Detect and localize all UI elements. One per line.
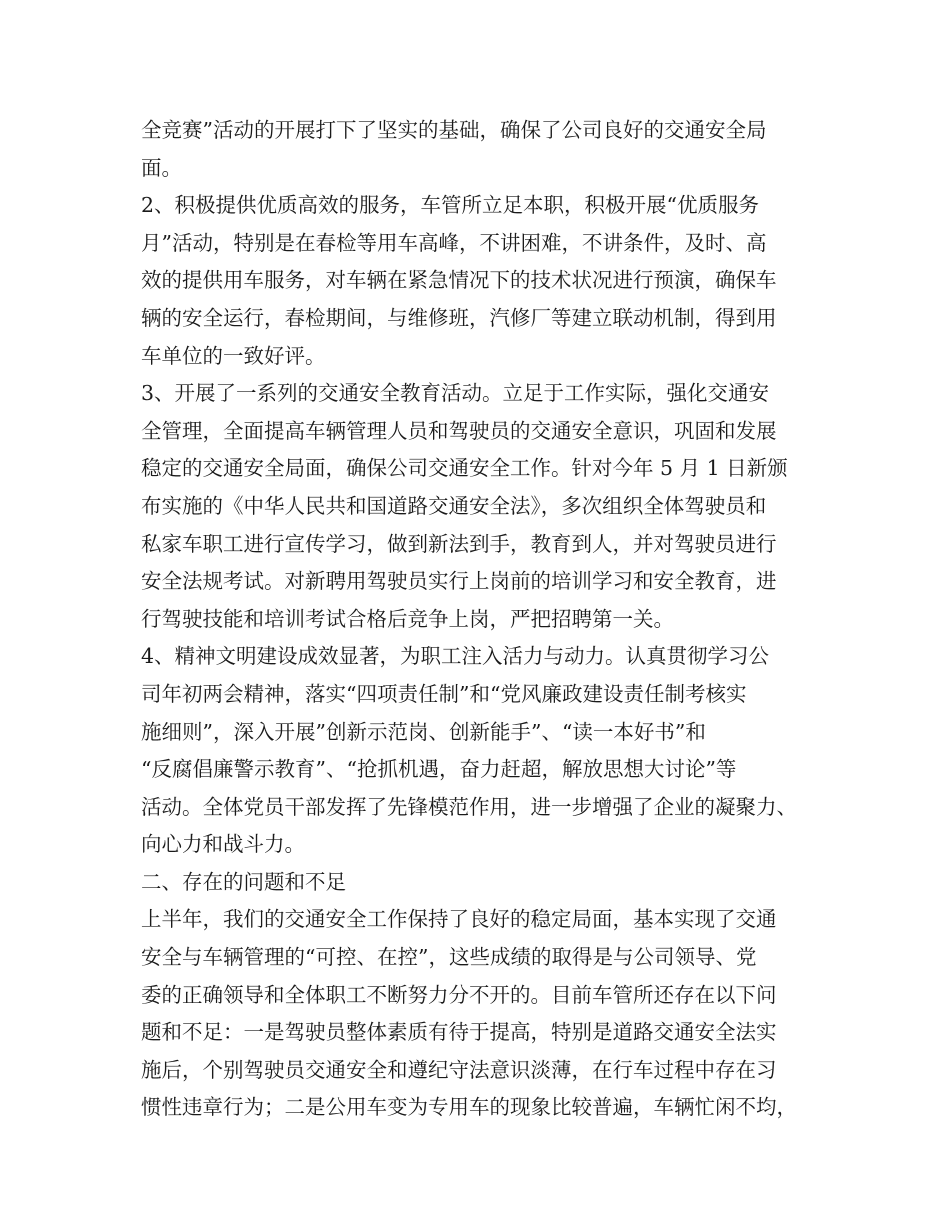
text-line: 安全法规考试。对新聘用驾驶员实行上岗前的培训学习和安全教育，进 bbox=[141, 569, 777, 594]
text-line: 3、开展了一系列的交通安全教育活动。立足于工作实际，强化交通安 bbox=[141, 381, 770, 406]
text-line: 车单位的一致好评。 bbox=[141, 343, 326, 368]
text-line: 安全与车辆管理的“可控、在控”，这些成绩的取得是与公司领导、党 bbox=[141, 945, 757, 970]
text-line: 4、精神文明建设成效显著，为职工注入活力与动力。认真贯彻学习公 bbox=[141, 644, 770, 669]
text-line: 司年初两会精神，落实“四项责任制”和“党风廉政建设责任制考核实 bbox=[141, 681, 747, 706]
text-line: 稳定的交通安全局面，确保公司交通安全工作。针对今年 5 月 1 日新颁 bbox=[141, 456, 788, 481]
document-page bbox=[141, 112, 831, 1127]
text-line: 全竞赛”活动的开展打下了坚实的基础，确保了公司良好的交通安全局 bbox=[141, 118, 767, 142]
text-line: 布实施的《中华人民共和国道路交通安全法》，多次组织全体驾驶员和 bbox=[141, 493, 767, 518]
section-heading: 二、存在的问题和不足 bbox=[141, 869, 346, 894]
text-line: 委的正确领导和全体职工不断努力分不开的。目前车管所还存在以下问 bbox=[141, 982, 777, 1007]
text-line: 施细则”，深入开展”创新示范岗、创新能手”、“读一本好书”和 bbox=[141, 719, 706, 744]
text-line: 上半年，我们的交通安全工作保持了良好的稳定局面，基本实现了交通 bbox=[141, 907, 777, 932]
text-line: 月”活动，特别是在春检等用车高峰，不讲困难，不讲条件，及时、高 bbox=[141, 230, 767, 255]
text-line: “反腐倡廉警示教育”、“抢抓机遇，奋力赶超，解放思想大讨论”等 bbox=[141, 757, 737, 782]
text-line: 2、积极提供优质高效的服务，车管所立足本职，积极开展“优质服务 bbox=[141, 193, 760, 218]
text-line: 向心力和战斗力。 bbox=[141, 832, 305, 857]
text-line: 效的提供用车服务，对车辆在紧急情况下的技术状况进行预演，确保车 bbox=[141, 268, 777, 293]
text-line: 施后，个别驾驶员交通安全和遵纪守法意识淡薄，在行车过程中存在习 bbox=[141, 1057, 777, 1082]
text-line: 题和不足：一是驾驶员整体素质有待于提高，特别是道路交通安全法实 bbox=[141, 1020, 777, 1045]
text-line: 私家车职工进行宣传学习，做到新法到手，教育到人，并对驾驶员进行 bbox=[141, 531, 777, 556]
text-line: 面。 bbox=[141, 155, 182, 180]
text-line: 行驾驶技能和培训考试合格后竞争上岗，严把招聘第一关。 bbox=[141, 606, 674, 631]
text-line: 惯性违章行为；二是公用车变为专用车的现象比较普遍，车辆忙闲不均， bbox=[141, 1095, 797, 1120]
text-line: 全管理，全面提高车辆管理人员和驾驶员的交通安全意识，巩固和发展 bbox=[141, 418, 777, 443]
text-line: 辆的安全运行，春检期间，与维修班，汽修厂等建立联动机制，得到用 bbox=[141, 305, 777, 330]
text-line: 活动。全体党员干部发挥了先锋模范作用，进一步增强了企业的凝聚力、 bbox=[141, 794, 797, 819]
